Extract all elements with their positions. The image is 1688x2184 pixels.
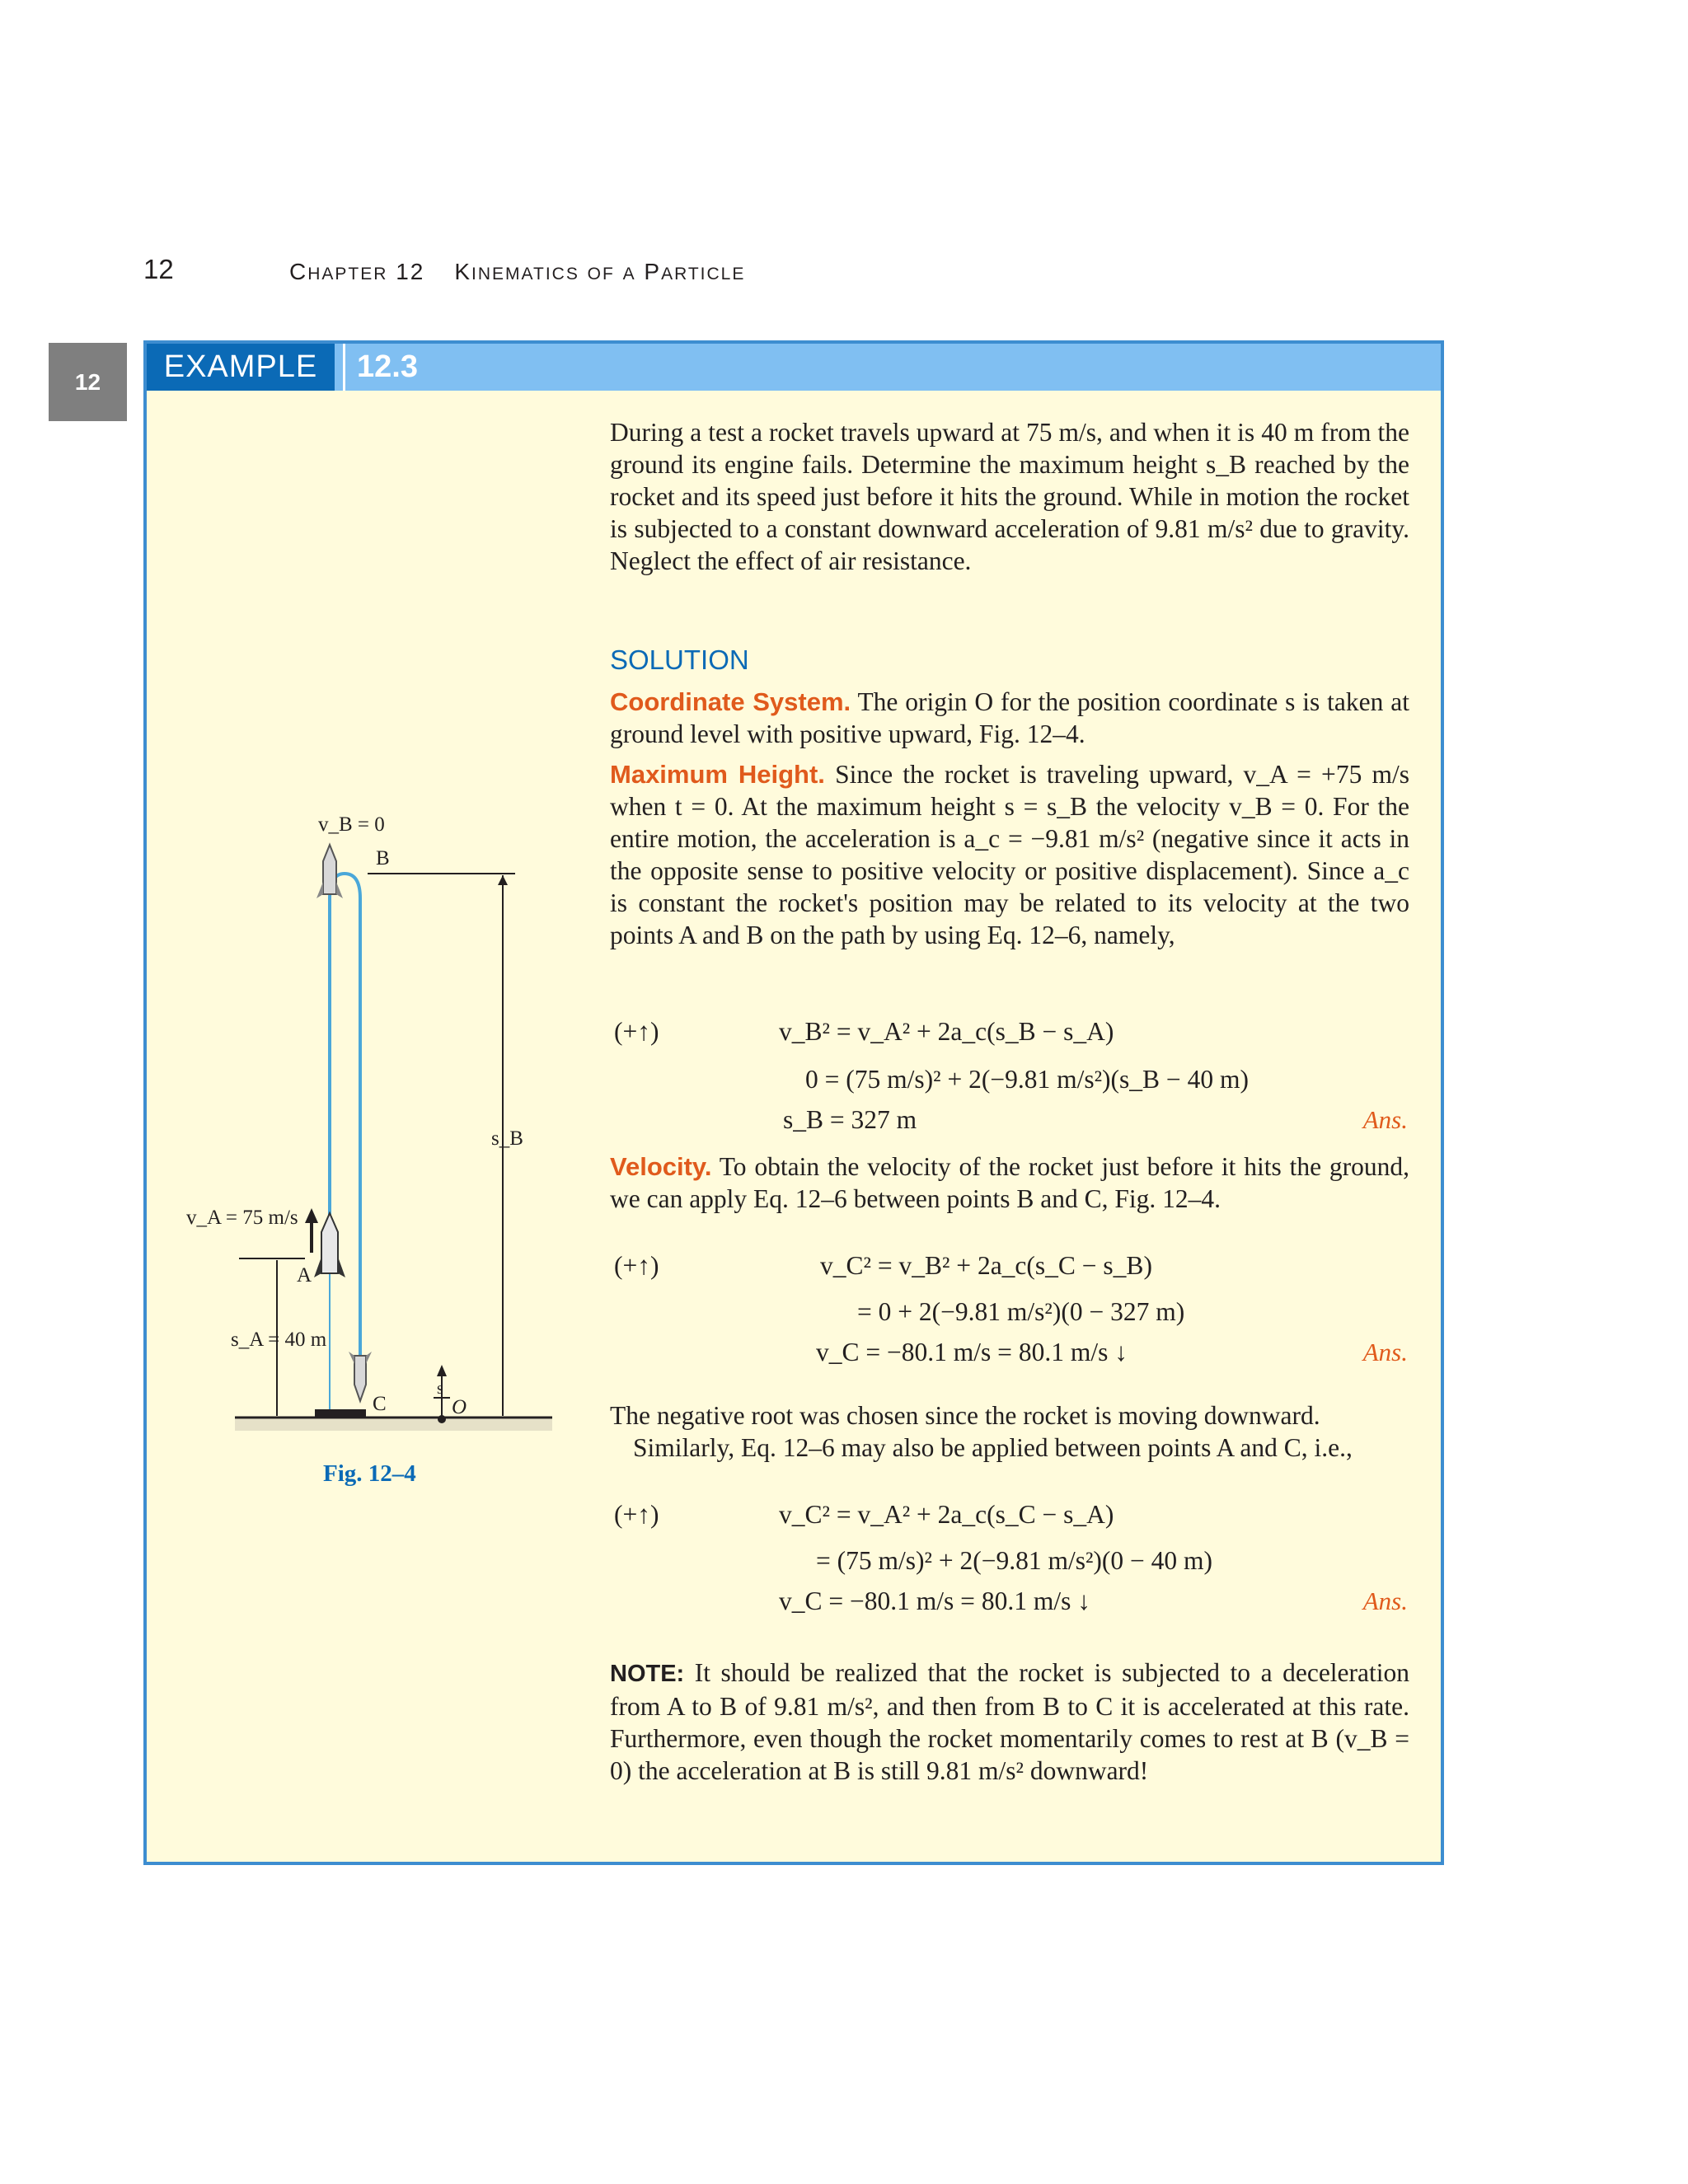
label-a: A — [297, 1264, 312, 1286]
eq3-line2: = (75 m/s)² + 2(−9.81 m/s²)(0 − 40 m) — [816, 1546, 1213, 1575]
eq2-answer: Ans. — [1362, 1338, 1408, 1366]
velocity-text: To obtain the velocity of the rocket just before it hits the ground, we can apply Eq. 12–6 between points B and C, Fig. 12–4. — [610, 1152, 1409, 1213]
eq1-tag: (+↑) — [614, 1017, 659, 1046]
rocket-top-icon — [316, 845, 343, 898]
maxheight-text: Since the rocket is traveling upward, v_A = +75 m/s when t = 0. At the maximum height s = s_B the velocity v_B = 0. For the entire motion, the acceleration is a_c = −9.81 m/s² (negative since it acts in the opposite sense to positive velocity or positive displacement). Since a_c is constant the rocket's position may be related to its velocity at the two points A and B on the path by using Eq. 12–6, namely, — [610, 760, 1409, 949]
eq3-line1: v_C² = v_A² + 2a_c(s_C − s_A) — [779, 1500, 1114, 1529]
running-head: CHAPTER 12 KINEMATICS OF A PARTICLE — [289, 259, 746, 284]
between-line1: The negative root was chosen since the rocket is moving downward. — [610, 1401, 1320, 1430]
label-va: v_A = 75 m/s — [186, 1207, 298, 1229]
eq1-line2: 0 = (75 m/s)² + 2(−9.81 m/s²)(s_B − 40 m) — [805, 1065, 1249, 1094]
maxheight-heading: Maximum Height. — [610, 760, 825, 789]
eq3-answer: Ans. — [1362, 1586, 1408, 1615]
ground-shade — [235, 1419, 552, 1431]
label-b: B — [376, 847, 390, 869]
va-arrow-icon — [305, 1208, 318, 1223]
eq2-tag: (+↑) — [614, 1251, 659, 1280]
eq3-line3: v_C = −80.1 m/s = 80.1 m/s ↓ — [779, 1586, 1090, 1615]
between-line2: Similarly, Eq. 12–6 may also be applied between points A and C, i.e., — [633, 1433, 1353, 1462]
page-number: 12 — [143, 254, 174, 284]
sb-arrow-icon — [498, 875, 508, 885]
rocket-c-icon — [349, 1352, 372, 1401]
example-label: EXAMPLE — [147, 344, 335, 391]
coordinate-text: The origin O for the position coordinate s is taken at ground level with positive upward, Fig. 12–4. — [610, 687, 1410, 748]
maxheight-paragraph — [610, 758, 1409, 951]
figure-caption: Fig. 12–4 — [323, 1460, 416, 1487]
coordinate-paragraph — [610, 686, 1409, 750]
velocity-heading: Velocity. — [610, 1152, 712, 1181]
eq1-answer: Ans. — [1362, 1105, 1408, 1134]
note-heading: NOTE: — [610, 1661, 685, 1687]
label-sa: s_A = 40 m — [231, 1329, 327, 1351]
note-paragraph — [610, 1657, 1409, 1787]
eq2-line1: v_C² = v_B² + 2a_c(s_C − s_B) — [820, 1251, 1152, 1280]
coordinate-heading: Coordinate System. — [610, 687, 851, 716]
solution-heading: SOLUTION — [610, 644, 749, 675]
label-sb: s_B — [491, 1127, 523, 1150]
eq1-line3: s_B = 327 m — [783, 1105, 917, 1134]
label-c: C — [373, 1393, 387, 1415]
note-text: It should be realized that the rocket is subjected to a deceleration from A to B of 9.81 m/s², and then from B to C it is accelerated at this rate. Furthermore, even though the rocket momentarily comes to rest at B (v_B = 0) the acceleration at B is still 9.81 m/s² downward! — [610, 1658, 1410, 1785]
s-axis-arrow-icon — [437, 1365, 447, 1376]
example-number: 12.3 — [343, 344, 418, 391]
eq1-line1: v_B² = v_A² + 2a_c(s_B − s_A) — [779, 1017, 1114, 1046]
origin-point — [438, 1415, 446, 1423]
label-s: s — [437, 1380, 443, 1398]
velocity-paragraph — [610, 1151, 1409, 1215]
problem-statement: During a test a rocket travels upward at 75 m/s, and when it is 40 m from the ground its engine fails. Determine the maximum height s_B reached by the rocket and its speed just before it hits the ground. While in motion the rocket is subjected to a constant downward acceleration of 9.81 m/s² due to gravity. Neglect the effect of air resistance. — [610, 418, 1409, 575]
eq3-tag: (+↑) — [614, 1500, 659, 1529]
chapter-side-tab: 12 — [49, 343, 127, 421]
label-o: O — [452, 1396, 467, 1418]
launch-pad — [315, 1409, 366, 1418]
eq2-line2: = 0 + 2(−9.81 m/s²)(0 − 327 m) — [857, 1297, 1185, 1326]
rocket-a-icon — [314, 1213, 345, 1277]
label-vb: v_B = 0 — [318, 813, 385, 836]
eq2-line3: v_C = −80.1 m/s = 80.1 m/s ↓ — [816, 1338, 1128, 1366]
